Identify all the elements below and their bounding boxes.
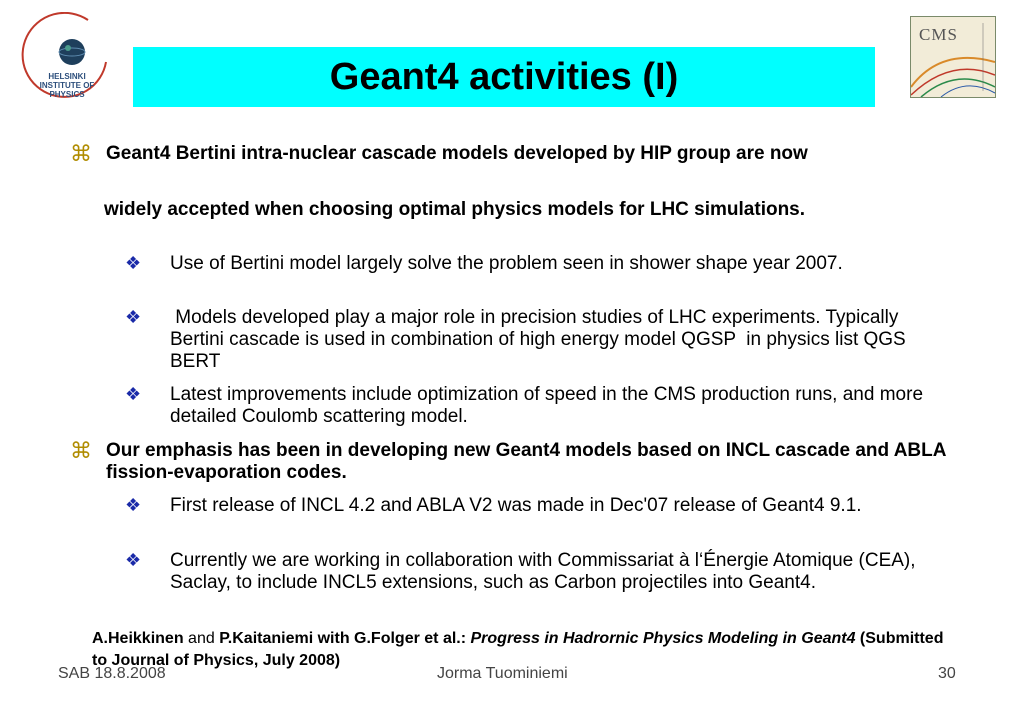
command-key-bullet-icon: ⌘ (70, 141, 92, 166)
bullet-2-mid: and (850, 440, 894, 461)
footer-author: Jorma Tuominiemi (437, 665, 568, 682)
diamond-bullet-icon: ❖ (125, 253, 142, 273)
reference-and: and (183, 630, 220, 647)
reference-title: Progress in Hadrornic Physics Modeling in Geant4 (470, 630, 856, 647)
slide-title: Geant4 activities (I) (329, 55, 679, 98)
sub-bullet-text: Currently we are working in collaboration with Commissariat à l‘Énergie Atomique (CEA), Saclay, to include INCL5 extensions, such as Carbon projectiles into Geant4. (170, 550, 916, 593)
cms-logo-text: CMS (919, 25, 958, 44)
page-number: 30 (938, 665, 956, 682)
bullet-1-bold: Bertini intra-nuclear cascade models developed (175, 143, 608, 164)
bullet-2-bold2: ABLA fission-evaporation codes (106, 440, 946, 483)
bullet-2-post: . (341, 462, 347, 483)
diamond-bullet-icon: ❖ (125, 495, 142, 515)
sub-bullet-text: Use of Bertini model largely solve the problem seen in shower shape year 2007. (170, 253, 843, 274)
bullet-2-pre: Our emphasis has been in developing new Geant4 models based on (106, 440, 726, 461)
footer-date: SAB 18.8.2008 (58, 665, 166, 682)
reference-note: (Submitted to Journal of Physics, July 2008) (92, 630, 944, 669)
sub-bullet-text: Models developed play a major role in precision studies of LHC experiments. Typically Bertini cascade is used in combination of high energy model QGSP in physics list QGS BERT (170, 307, 912, 372)
bullet-2-bold1: INCL cascade (725, 440, 851, 461)
diamond-bullet-icon: ❖ (125, 550, 142, 570)
diamond-bullet-icon: ❖ (125, 307, 142, 327)
diamond-bullet-icon: ❖ (125, 384, 142, 404)
hip-logo-text: HELSINKI INSTITUTE OF PHYSICS (39, 72, 95, 99)
reference-author-2: P.Kaitaniemi (219, 630, 314, 647)
sub-bullet-text: First release of INCL 4.2 and ABLA V2 was made in Dec'07 release of Geant4 9.1. (170, 495, 862, 516)
bullet-1-pre: Geant4 (106, 143, 176, 164)
sub-bullet-text: Latest improvements include optimization of speed in the CMS production runs, and more detailed Coulomb scattering model. (170, 384, 924, 427)
command-key-bullet-icon: ⌘ (70, 438, 92, 463)
reference-with: with G.Folger et al.: (313, 630, 471, 647)
bullet-1-cont: widely accepted when choosing optimal physics models for LHC simulations. (104, 199, 806, 220)
bullet-1-post: by HIP group are now (607, 143, 808, 164)
reference-author-1: A.Heikkinen (92, 630, 184, 647)
